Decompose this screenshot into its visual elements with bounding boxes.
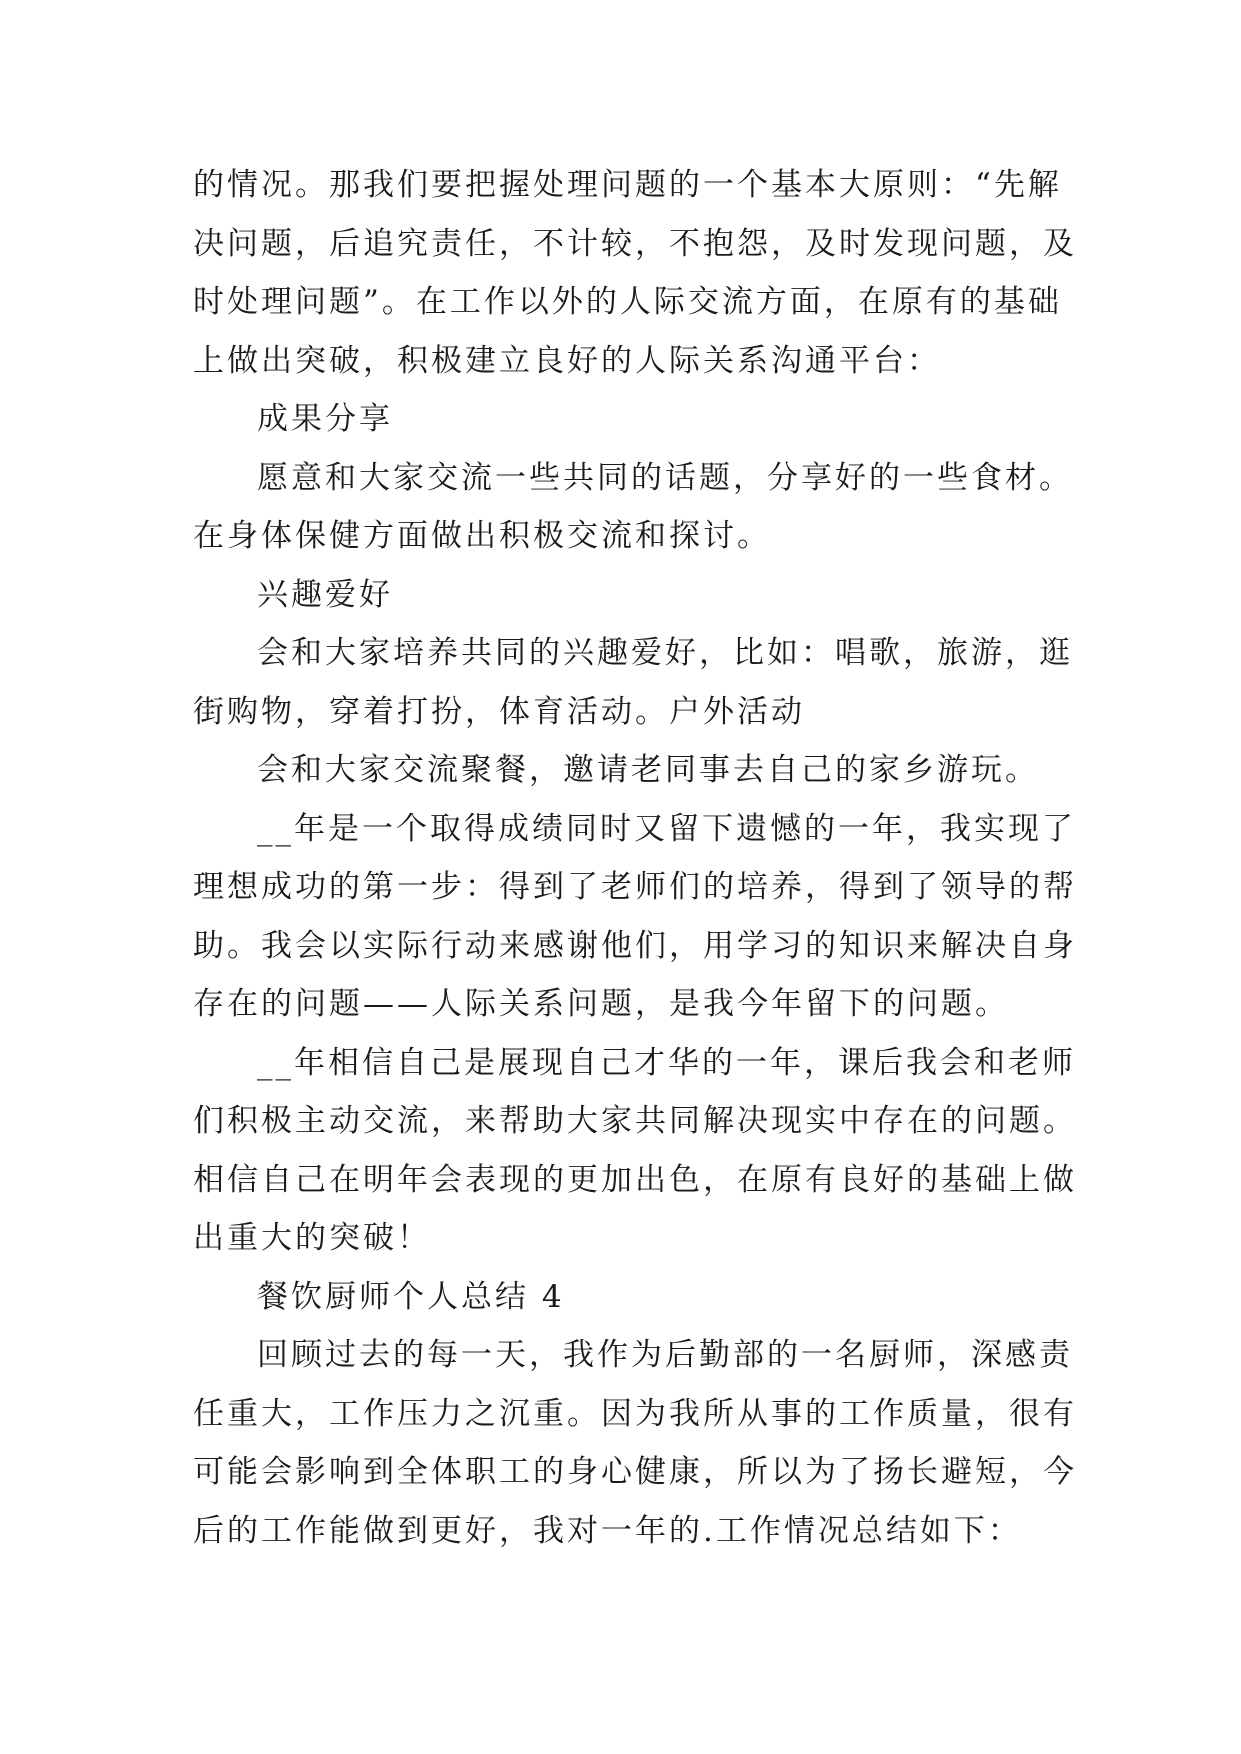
section-heading: 成果分享	[257, 401, 393, 437]
text-line: 出重大的突破！	[193, 1220, 431, 1256]
text-line: __年是一个取得成绩同时又留下遗憾的一年，我实现了	[257, 810, 1076, 847]
text-line: 会和大家交流聚餐，邀请老同事去自己的家乡游玩。	[257, 752, 1039, 788]
text-line: 在身体保健方面做出积极交流和探讨。	[193, 518, 771, 554]
body-text	[193, 156, 1077, 1560]
text-line: 们积极主动交流，来帮助大家共同解决现实中存在的问题。	[193, 1103, 1077, 1139]
text-line: 任重大，工作压力之沉重。因为我所从事的工作质量，很有	[193, 1395, 1077, 1432]
text-line: 回顾过去的每一天，我作为后勤部的一名厨师，深感责	[257, 1337, 1073, 1373]
text-line: 愿意和大家交流一些共同的话题，分享好的一些食材。	[257, 459, 1073, 496]
text-line: 相信自己在明年会表现的更加出色，在原有良好的基础上做	[193, 1161, 1077, 1198]
section-heading: 兴趣爱好	[257, 576, 393, 613]
text-line: 存在的问题——人际关系问题，是我今年留下的问题。	[193, 986, 1009, 1022]
text-line: 上做出突破，积极建立良好的人际关系沟通平台：	[193, 342, 941, 379]
text-line: 会和大家培养共同的兴趣爱好，比如：唱歌，旅游，逛	[257, 635, 1073, 671]
section-heading: 餐饮厨师个人总结 4	[257, 1278, 565, 1315]
text-line: 时处理问题”。在工作以外的人际交流方面，在原有的基础	[193, 284, 1062, 320]
text-line: __年相信自己是展现自己才华的一年，课后我会和老师	[257, 1044, 1076, 1081]
text-line: 街购物，穿着打扮，体育活动。户外活动	[193, 693, 805, 730]
text-line: 理想成功的第一步：得到了老师们的培养，得到了领导的帮	[193, 869, 1077, 905]
text-line: 决问题，后追究责任，不计较，不抱怨，及时发现问题，及	[193, 225, 1077, 262]
text-line: 可能会影响到全体职工的身心健康，所以为了扬长避短，今	[193, 1454, 1077, 1490]
text-line: 的情况。那我们要把握处理问题的一个基本大原则：“先解	[193, 167, 1062, 203]
text-line: 后的工作能做到更好，我对一年的.工作情况总结如下：	[193, 1512, 1022, 1549]
text-line: 助。我会以实际行动来感谢他们，用学习的知识来解决自身	[193, 927, 1077, 964]
